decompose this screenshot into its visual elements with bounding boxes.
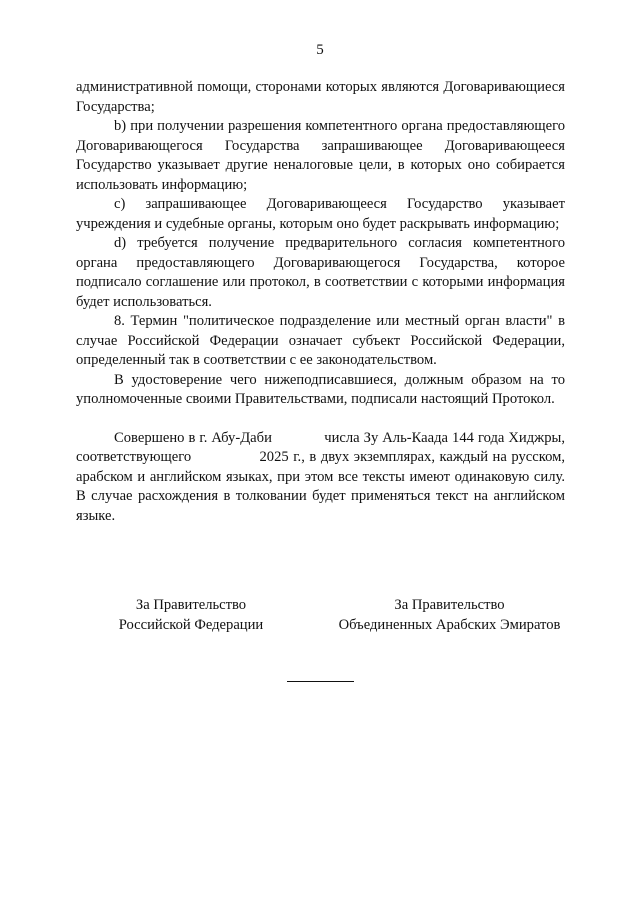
page-number: 5 bbox=[316, 42, 324, 58]
paragraph-witness: В удостоверение чего нижеподписавшиеся, должным образом на то уполномоченные своими Правительствами, подписали настоящий Протокол. bbox=[76, 371, 565, 407]
signature-russia-line1: За Правительство bbox=[135, 597, 247, 613]
document-body bbox=[76, 78, 569, 526]
paragraph-done-at: Совершено в г. Абу-Даби числа Зу Аль-Каада 144 года Хиджры, соответствующего 2025 г., в двух экземплярах, каждый на русском, арабском и английском языках, при этом все тексты имеют одинаковую силу. В случае расхождения в толковании будет применяться текст на английском языке. bbox=[76, 429, 569, 524]
signature-russia-line2: Российской Федерации bbox=[118, 616, 264, 633]
signature-uae bbox=[334, 596, 565, 635]
signature-russia bbox=[76, 596, 306, 635]
paragraph-continuation: административной помощи, сторонами которых являются Договаривающиеся Государства; bbox=[76, 79, 565, 115]
paragraph-item-d: d) требуется получение предварительного согласия компетентного органа предоставляющего Договаривающегося Государства, которое подписало соглашение или протокол, в соответствии с которыми информация будет использоваться. bbox=[76, 235, 565, 310]
paragraph-item-c: c) запрашивающее Договаривающееся Государство указывает учреждения и судебные органы, которым оно будет раскрывать информацию; bbox=[76, 196, 565, 232]
paragraph-item-b: b) при получении разрешения компетентного органа предоставляющего Договаривающегося Государства запрашивающее Договаривающееся Государство указывает другие неналоговые цели, в которых оно собирается использовать информацию; bbox=[76, 118, 565, 193]
closing-divider bbox=[287, 681, 354, 682]
paragraph-clause-8: 8. Термин "политическое подразделение или местный орган власти" в случае Российской Федерации означает субъект Российской Федерации, определенный так в соответствии с ее законодательством. bbox=[76, 313, 565, 368]
signature-uae-line1: За Правительство bbox=[394, 597, 505, 613]
signature-uae-line2: Объединенных Арабских Эмиратов bbox=[338, 616, 561, 633]
